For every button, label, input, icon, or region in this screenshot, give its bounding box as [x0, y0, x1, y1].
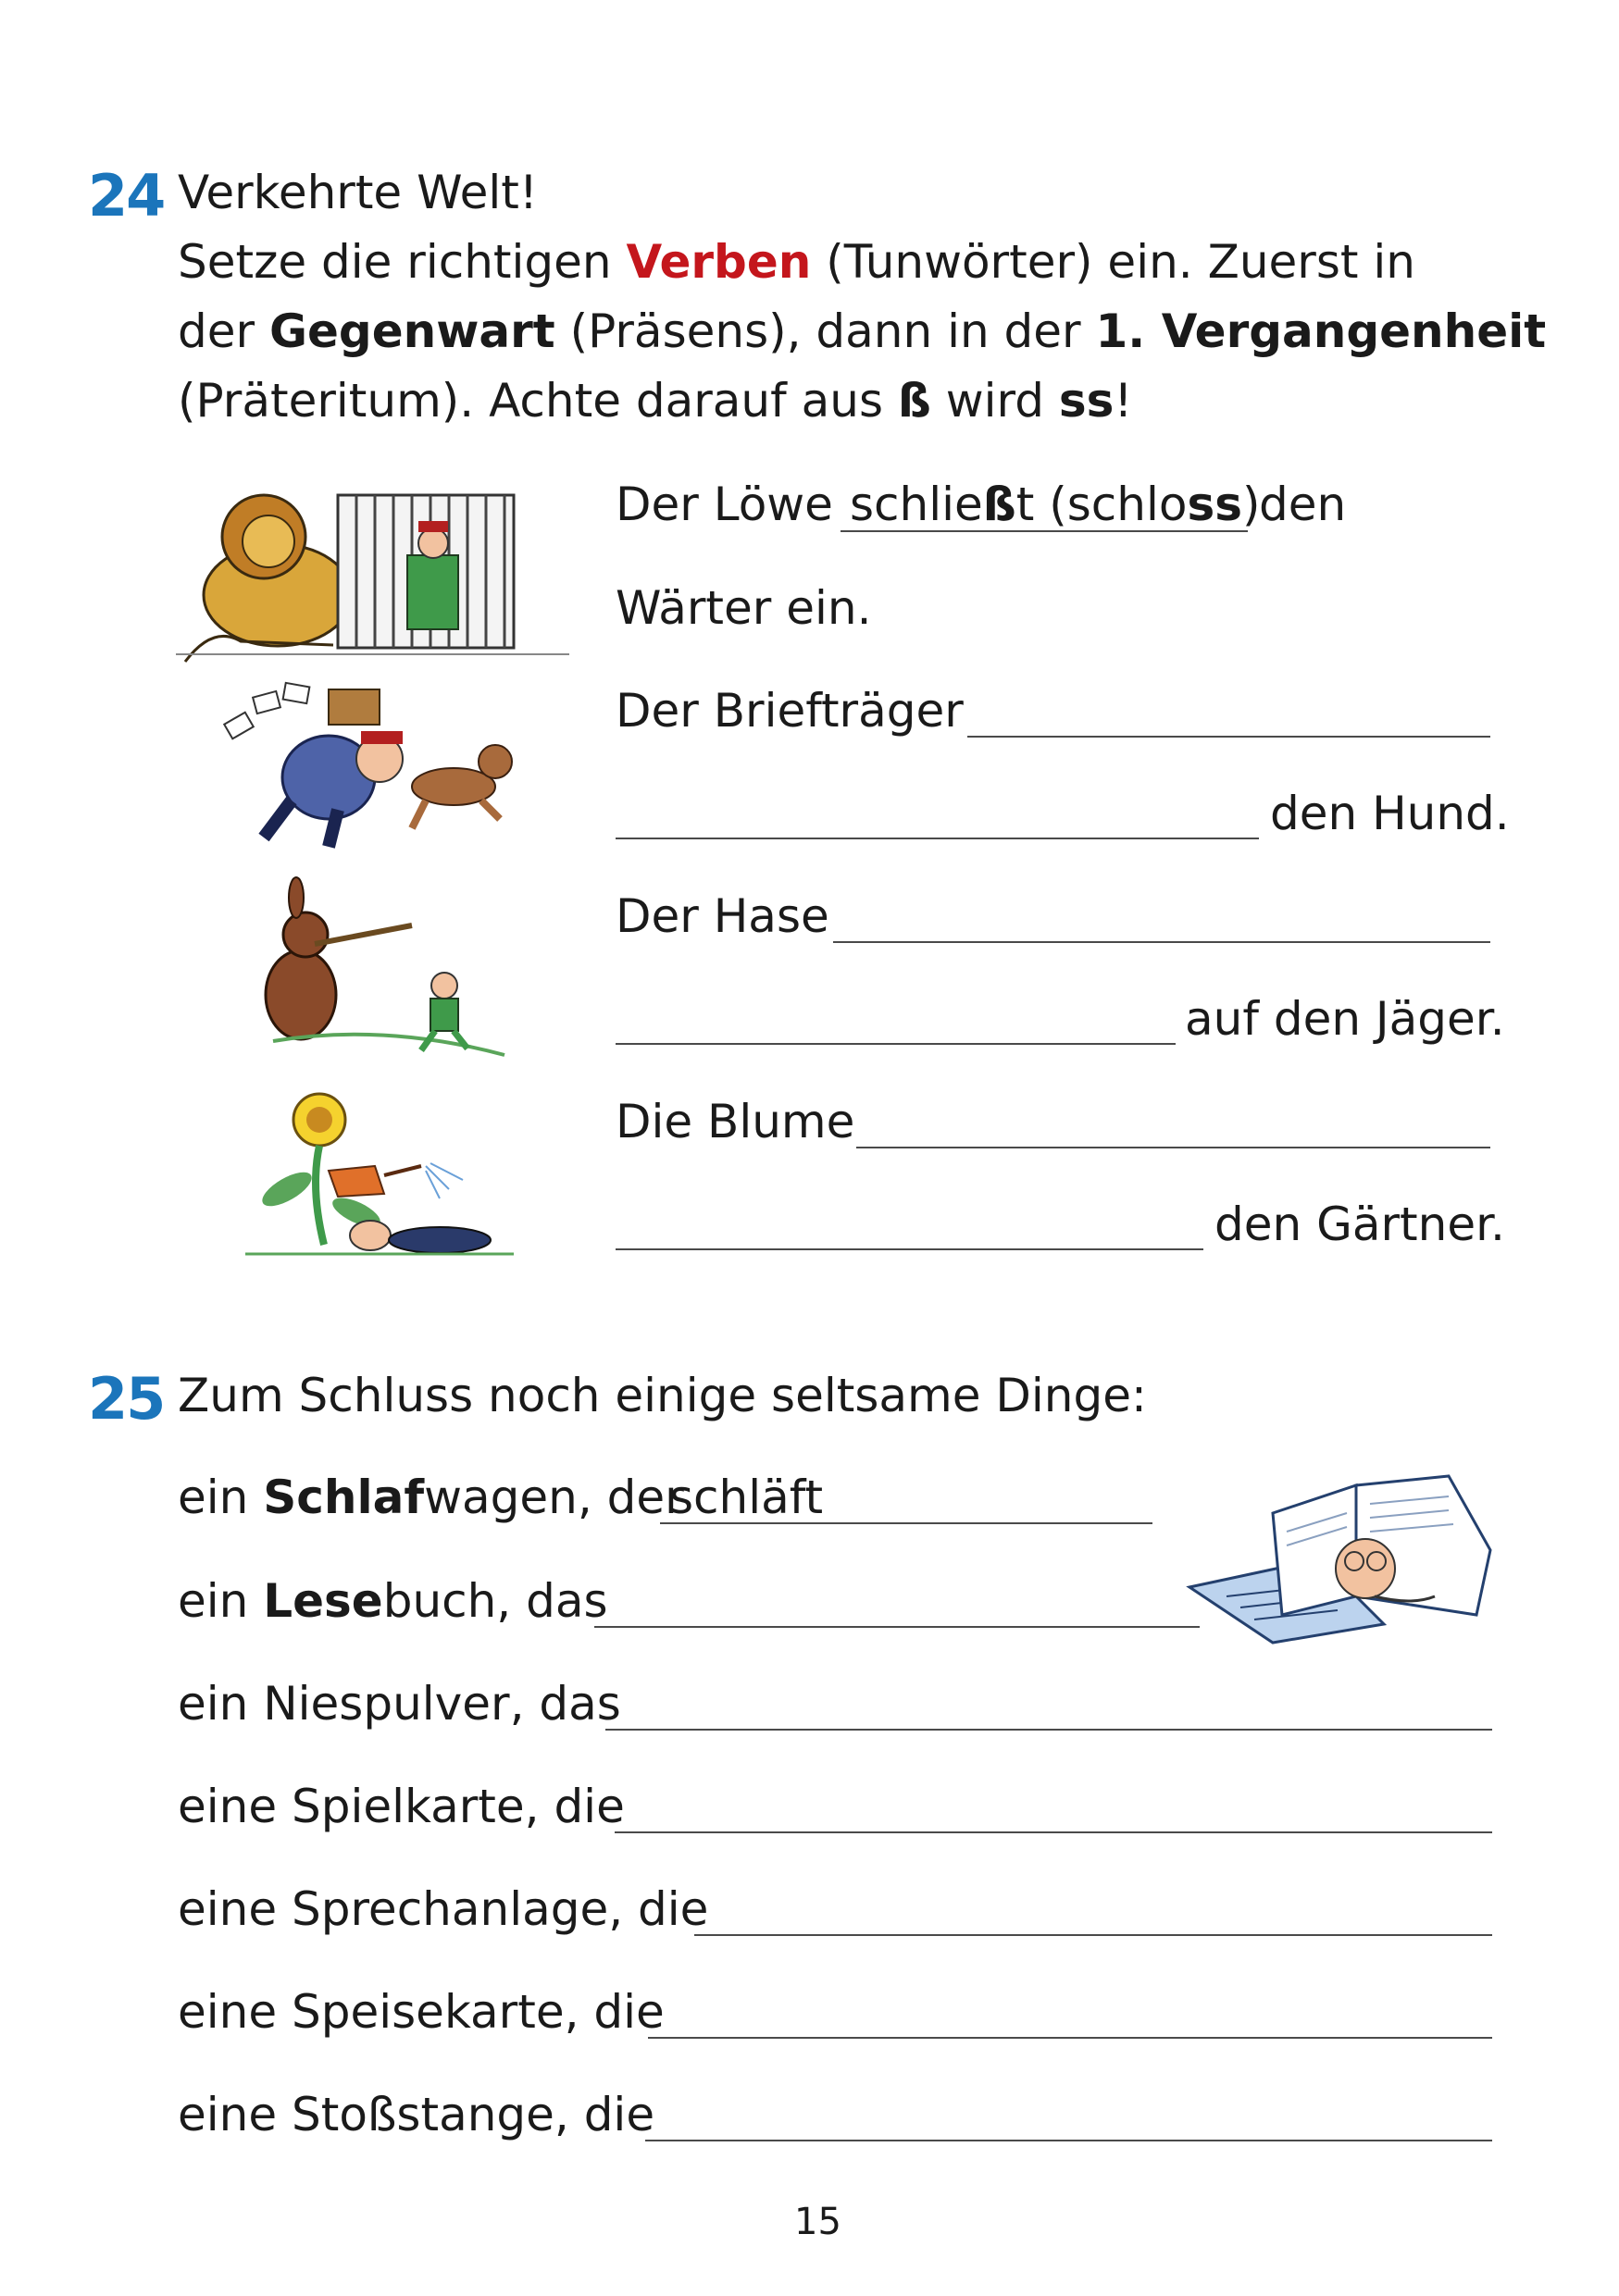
rabbit-hunter-illustration [245, 884, 514, 1060]
exercise-25-number: 25 [88, 1365, 165, 1433]
page-number: 15 [794, 2201, 841, 2243]
sentence-1-start: Der Löwe [616, 478, 833, 531]
list-item: eine Speisekarte, die [178, 1985, 665, 2039]
keyword-vergangenheit: 1. Vergangenheit [1095, 304, 1547, 358]
exercise-24-title: Verkehrte Welt! [178, 166, 538, 219]
answer-line-3b[interactable] [616, 1043, 1176, 1045]
answer-line-2a[interactable] [967, 736, 1490, 738]
answer-line-2b[interactable] [616, 838, 1259, 839]
list-item: ein Lesebuch, das [178, 1574, 608, 1628]
sentence-2-end: den Hund. [1270, 787, 1510, 840]
answer-line[interactable] [694, 1934, 1492, 1936]
list-item: ein Niespulver, das [178, 1677, 621, 1731]
exercise-24-instruction-line2: der Gegenwart (Präsens), dann in der 1. Vergangenheit [178, 304, 1547, 358]
flower-gardener-illustration [236, 1087, 523, 1263]
lion-cage-illustration [176, 486, 569, 671]
sentence-1-line2: Wärter ein. [616, 581, 872, 635]
answer-line[interactable] [645, 2140, 1492, 2141]
sentence-1-end: den [1259, 478, 1347, 531]
answer-line-4b[interactable] [616, 1248, 1203, 1250]
list-item: eine Sprechanlage, die [178, 1882, 709, 1936]
list-item: eine Stoßstange, die [178, 2088, 655, 2141]
exercise-25-title: Zum Schluss noch einige seltsame Dinge: [178, 1369, 1147, 1422]
filled-answer: schläft [669, 1471, 824, 1524]
answer-line[interactable] [605, 1729, 1492, 1731]
answer-line-4a[interactable] [856, 1147, 1490, 1148]
answer-line[interactable] [594, 1626, 1200, 1628]
sentence-3-start: Der Hase [616, 889, 829, 943]
keyword-gegenwart: Gegenwart [268, 304, 555, 358]
mailman-dog-illustration [218, 680, 523, 856]
keyword-verben: Verben [626, 235, 812, 289]
exercise-24-instruction-line1: Setze die richtigen Verben (Tunwörter) ein. Zuerst in [178, 235, 1415, 289]
sentence-3-end: auf den Jäger. [1185, 992, 1505, 1046]
sentence-2-start: Der Briefträger [616, 684, 964, 738]
sentence-4-end: den Gärtner. [1214, 1198, 1505, 1251]
reading-book-illustration [1171, 1458, 1504, 1652]
exercise-24-instruction-line3: (Präteritum). Achte darauf aus ß wird ss! [178, 374, 1133, 428]
answer-line[interactable] [615, 1831, 1492, 1833]
sentence-4-start: Die Blume [616, 1095, 855, 1148]
list-item: ein Schlafwagen, der [178, 1471, 684, 1524]
list-item: eine Spielkarte, die [178, 1780, 625, 1833]
sentence-1-answer: schließt (schloss) [850, 478, 1261, 531]
answer-line[interactable] [648, 2037, 1492, 2039]
exercise-24-number: 24 [88, 162, 165, 230]
answer-line-3a[interactable] [833, 941, 1490, 943]
